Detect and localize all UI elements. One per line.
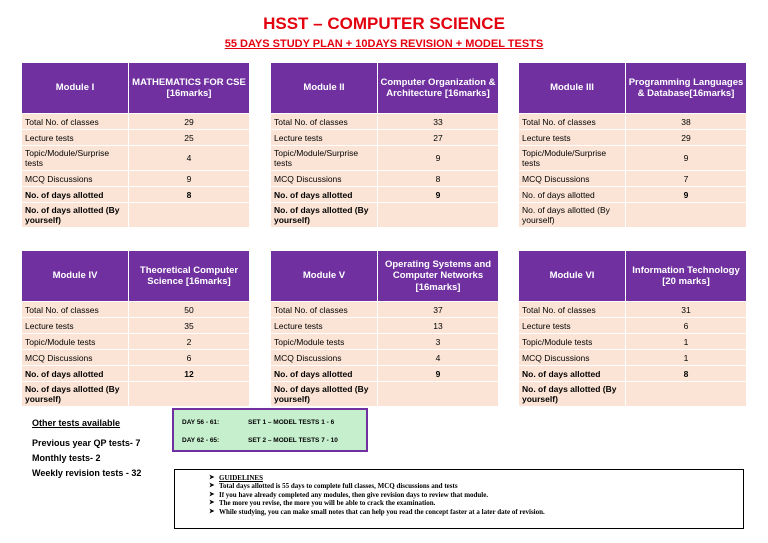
module-table-1 bbox=[21, 62, 250, 228]
module-subject: Theoretical Computer Science [16marks] bbox=[129, 251, 250, 302]
module-table-5 bbox=[270, 250, 499, 407]
other-tests-heading: Other tests available bbox=[32, 418, 121, 428]
guidelines-heading: GUIDELINES bbox=[219, 474, 263, 482]
row-label-topic: Topic/Module/Surprise tests bbox=[22, 146, 129, 171]
module-table-6 bbox=[518, 250, 747, 407]
guideline-item: Total days allotted is 55 days to complete full classes, MCQ discussions and tests bbox=[219, 482, 458, 491]
value-lecture: 6 bbox=[626, 318, 747, 334]
value-self bbox=[626, 382, 747, 407]
value-total: 50 bbox=[129, 302, 250, 318]
value-days: 9 bbox=[378, 187, 499, 203]
arrow-bullet-icon: ➤ bbox=[209, 482, 215, 490]
value-total: 37 bbox=[378, 302, 499, 318]
arrow-bullet-icon: ➤ bbox=[209, 490, 215, 498]
module-subject: Computer Organization & Architecture [16marks] bbox=[378, 63, 499, 114]
row-label-lecture: Lecture tests bbox=[271, 318, 378, 334]
value-lecture: 27 bbox=[378, 130, 499, 146]
row-label-lecture: Lecture tests bbox=[22, 318, 129, 334]
value-topic: 3 bbox=[378, 334, 499, 350]
guideline-item: If you have already completed any modules, then give revision days to review that module. bbox=[219, 490, 489, 499]
value-lecture: 13 bbox=[378, 318, 499, 334]
row-label-lecture: Lecture tests bbox=[271, 130, 378, 146]
value-days: 8 bbox=[129, 187, 250, 203]
page-subtitle: 55 DAYS STUDY PLAN + 10DAYS REVISION + MODEL TESTS bbox=[224, 38, 544, 50]
row-label-total: Total No. of classes bbox=[519, 302, 626, 318]
module-name: Module II bbox=[271, 63, 378, 114]
other-test-item: Monthly tests- 2 bbox=[32, 453, 101, 463]
row-label-days: No. of days allotted bbox=[22, 187, 129, 203]
row-label-lecture: Lecture tests bbox=[22, 130, 129, 146]
module-name: Module V bbox=[271, 251, 378, 302]
row-label-days: No. of days allotted bbox=[519, 187, 626, 203]
value-mcq: 7 bbox=[626, 171, 747, 187]
value-mcq: 8 bbox=[378, 171, 499, 187]
value-total: 38 bbox=[626, 114, 747, 130]
row-label-days: No. of days allotted bbox=[271, 187, 378, 203]
row-label-self: No. of days allotted (By yourself) bbox=[22, 382, 129, 407]
value-total: 29 bbox=[129, 114, 250, 130]
value-topic: 2 bbox=[129, 334, 250, 350]
module-table-3 bbox=[518, 62, 747, 228]
value-self bbox=[378, 203, 499, 228]
arrow-bullet-icon: ➤ bbox=[209, 474, 215, 481]
row-label-topic: Topic/Module tests bbox=[22, 334, 129, 350]
module-subject: Operating Systems and Computer Networks [16marks] bbox=[378, 251, 499, 302]
row-label-total: Total No. of classes bbox=[22, 302, 129, 318]
schedule-row bbox=[182, 419, 334, 426]
row-label-topic: Topic/Module tests bbox=[519, 334, 626, 350]
value-mcq: 4 bbox=[378, 350, 499, 366]
arrow-bullet-icon: ➤ bbox=[209, 507, 215, 515]
value-lecture: 29 bbox=[626, 130, 747, 146]
value-self bbox=[378, 382, 499, 407]
row-label-mcq: MCQ Discussions bbox=[22, 171, 129, 187]
row-label-mcq: MCQ Discussions bbox=[271, 171, 378, 187]
value-lecture: 25 bbox=[129, 130, 250, 146]
arrow-bullet-icon: ➤ bbox=[209, 499, 215, 507]
guidelines-box bbox=[174, 469, 744, 529]
other-test-item: Previous year QP tests- 7 bbox=[32, 438, 141, 448]
value-mcq: 6 bbox=[129, 350, 250, 366]
other-test-item: Weekly revision tests - 32 bbox=[32, 468, 142, 478]
schedule-days: DAY 62 - 65: bbox=[182, 437, 220, 444]
row-label-total: Total No. of classes bbox=[271, 302, 378, 318]
schedule-days: DAY 56 - 61: bbox=[182, 419, 220, 426]
guideline-item: While studying, you can make small notes that can help you read the concept faster at a later date of revision. bbox=[219, 507, 545, 516]
schedule-row bbox=[182, 437, 338, 444]
row-label-mcq: MCQ Discussions bbox=[519, 350, 626, 366]
row-label-mcq: MCQ Discussions bbox=[519, 171, 626, 187]
row-label-days: No. of days allotted bbox=[22, 366, 129, 382]
module-subject: MATHEMATICS FOR CSE [16marks] bbox=[129, 63, 250, 114]
value-total: 33 bbox=[378, 114, 499, 130]
module-subject: Programming Languages & Database[16marks] bbox=[626, 63, 747, 114]
row-label-lecture: Lecture tests bbox=[519, 318, 626, 334]
row-label-self: No. of days allotted (By yourself) bbox=[271, 382, 378, 407]
value-self bbox=[129, 203, 250, 228]
row-label-topic: Topic/Module/Surprise tests bbox=[519, 146, 626, 171]
row-label-days: No. of days allotted bbox=[519, 366, 626, 382]
guideline-item: The more you revise, the more you will be able to crack the examination. bbox=[219, 499, 436, 508]
row-label-self: No. of days allotted (By yourself) bbox=[271, 203, 378, 228]
value-days: 8 bbox=[626, 366, 747, 382]
module-subject: Information Technology [20 marks] bbox=[626, 251, 747, 302]
row-label-self: No. of days allotted (By yourself) bbox=[519, 382, 626, 407]
row-label-topic: Topic/Module/Surprise tests bbox=[271, 146, 378, 171]
row-label-self: No. of days allotted (By yourself) bbox=[519, 203, 626, 228]
row-label-lecture: Lecture tests bbox=[519, 130, 626, 146]
row-label-days: No. of days allotted bbox=[271, 366, 378, 382]
module-name: Module I bbox=[22, 63, 129, 114]
row-label-self: No. of days allotted (By yourself) bbox=[22, 203, 129, 228]
value-mcq: 1 bbox=[626, 350, 747, 366]
value-self bbox=[129, 382, 250, 407]
value-total: 31 bbox=[626, 302, 747, 318]
row-label-mcq: MCQ Discussions bbox=[271, 350, 378, 366]
row-label-total: Total No. of classes bbox=[22, 114, 129, 130]
module-name: Module IV bbox=[22, 251, 129, 302]
module-table-2 bbox=[270, 62, 499, 228]
value-days: 9 bbox=[626, 187, 747, 203]
page-title: HSST – COMPUTER SCIENCE bbox=[263, 14, 505, 33]
value-days: 12 bbox=[129, 366, 250, 382]
row-label-total: Total No. of classes bbox=[271, 114, 378, 130]
value-self bbox=[626, 203, 747, 228]
module-table-4 bbox=[21, 250, 250, 407]
value-mcq: 9 bbox=[129, 171, 250, 187]
row-label-mcq: MCQ Discussions bbox=[22, 350, 129, 366]
schedule-set: SET 1 – MODEL TESTS 1 - 6 bbox=[248, 419, 335, 426]
value-topic: 4 bbox=[129, 146, 250, 171]
model-test-schedule bbox=[172, 408, 368, 452]
module-name: Module VI bbox=[519, 251, 626, 302]
value-topic: 9 bbox=[378, 146, 499, 171]
value-days: 9 bbox=[378, 366, 499, 382]
row-label-topic: Topic/Module tests bbox=[271, 334, 378, 350]
value-topic: 9 bbox=[626, 146, 747, 171]
module-name: Module III bbox=[519, 63, 626, 114]
value-topic: 1 bbox=[626, 334, 747, 350]
value-lecture: 35 bbox=[129, 318, 250, 334]
schedule-set: SET 2 – MODEL TESTS 7 - 10 bbox=[248, 437, 338, 444]
row-label-total: Total No. of classes bbox=[519, 114, 626, 130]
